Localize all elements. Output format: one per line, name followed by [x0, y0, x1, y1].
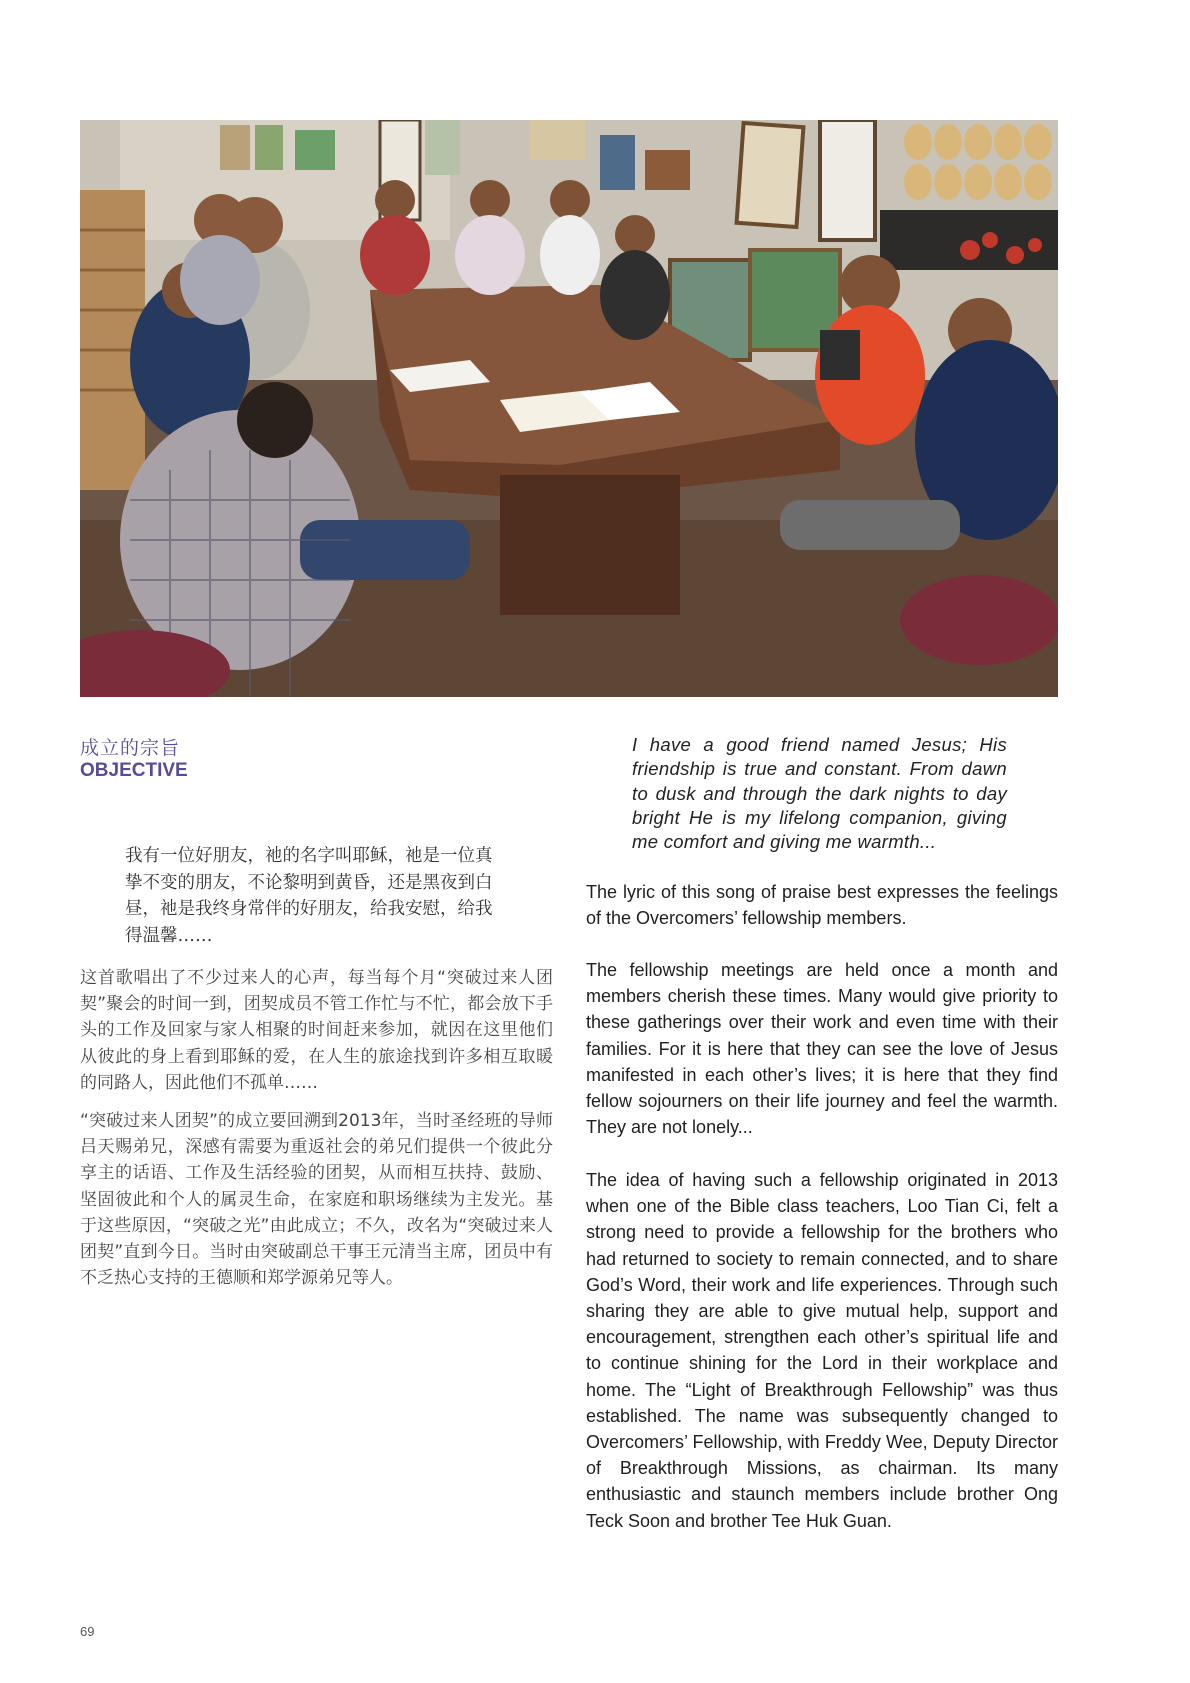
poem-chinese: 我有一位好朋友，祂的名字叫耶稣，祂是一位真挚不变的朋友，不论黎明到黄昏，还是黑夜到白昼，祂是我终身常伴的好朋友，给我安慰，给我得温馨……: [125, 846, 493, 946]
english-paragraph-2: The fellowship meetings are held once a month and members cherish these times. Many would give priority to these gatherings over their work and even time with their families. For it is here that they can see the love of Jesus manifested in each other’s lives; it is here that they find fellow sojourners on their life journey and feel the warmth. They are not lonely...: [586, 960, 1058, 1138]
chinese-paragraph-2: “突破过来人团契”的成立要回溯到2013年，当时圣经班的导师吕天赐弟兄，深感有需要为重返社会的弟兄们提供一个彼此分享主的话语、工作及生活经验的团契，从而相互扶持、鼓励、坚固彼此和个人的属灵生命，在家庭和职场继续为主发光。基于这些原因，“突破之光”由此成立；不久，改名为“突破过来人团契”直到今日。当时由突破副总干事王元清当主席，团员中有不乏热心支持的王德顺和郑学源弟兄等人。: [80, 1111, 553, 1289]
objective-heading-chinese: 成立的宗旨: [80, 738, 181, 759]
english-paragraph-1: The lyric of this song of praise best expresses the feelings of the Overcomers’ fellowship members.: [586, 882, 1058, 929]
poem-english: I have a good friend named Jesus; His friendship is true and constant. From dawn to dusk and through the dark nights to day bright He is my lifelong companion, giving me comfort and giving me warmth...: [632, 734, 1007, 853]
fellowship-meeting-photo: [80, 120, 1058, 697]
english-paragraph-3: The idea of having such a fellowship originated in 2013 when one of the Bible class teachers, Loo Tian Ci, felt a strong need to provide a fellowship for the brothers who had returned to society to remain connected, and to share God’s Word, their work and life experiences. Through such sharing they are able to give mutual help, support and encouragement, strengthen each other’s spiritual life and to continue shining for the Lord in their workplace and home. The “Light of Breakthrough Fellowship” was thus established. The name was subsequently changed to Overcomers’ Fellowship, with Freddy Wee, Deputy Director of Breakthrough Missions, as chairman. Its many enthusiastic and staunch members include brother Ong Teck Soon and brother Tee Huk Guan.: [586, 1170, 1058, 1531]
photo-illustration: [80, 120, 1058, 697]
chinese-paragraph-1: 这首歌唱出了不少过来人的心声，每当每个月“突破过来人团契”聚会的时间一到，团契成员不管工作忙与不忙，都会放下手头的工作及回家与家人相聚的时间赶来参加，就因在这里他们从彼此的身上看到耶稣的爱，在人生的旅途找到许多相互取暖的同路人，因此他们不孤单……: [80, 968, 553, 1093]
objective-heading-english: OBJECTIVE: [80, 760, 188, 781]
page-number: 69: [80, 1624, 95, 1639]
